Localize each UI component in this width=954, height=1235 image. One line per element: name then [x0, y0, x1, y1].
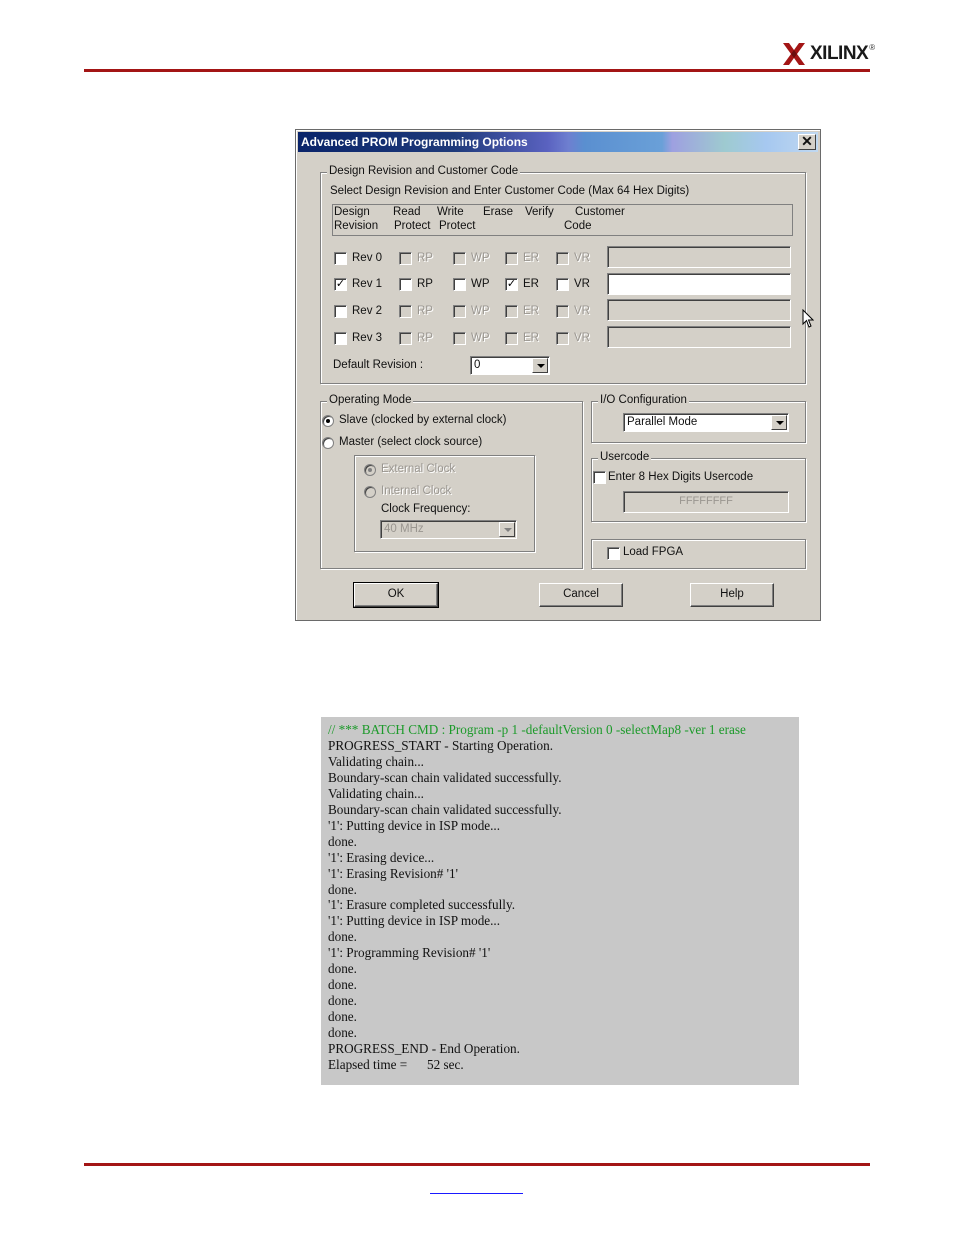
log-line: '1': Erasing Revision# '1' — [328, 865, 459, 881]
chevron-down-icon[interactable] — [499, 522, 515, 537]
rev3-customer-code[interactable] — [607, 326, 791, 348]
rev3-er-checkbox[interactable] — [505, 332, 518, 345]
rev2-checkbox[interactable] — [334, 305, 347, 318]
default-revision-label: Default Revision : — [333, 359, 424, 371]
default-revision-select[interactable] — [470, 356, 550, 375]
rev3-er-label: ER — [523, 332, 539, 344]
log-line: Elapsed time = 52 sec. — [328, 1057, 464, 1073]
rev2-wp-label: WP — [471, 305, 490, 317]
log-line: '1': Putting device in ISP mode... — [328, 913, 501, 929]
log-line: '1': Erasure completed successfully. — [328, 897, 515, 913]
design-revision-group-title: Design Revision and Customer Code — [329, 165, 519, 177]
close-icon: ✕ — [801, 133, 813, 149]
rev2-er-label: ER — [523, 305, 539, 317]
log-line: // *** BATCH CMD : Program -p 1 -defaultVersion 0 -selectMap8 -ver 1 erase — [328, 722, 746, 737]
io-configuration-title: I/O Configuration — [600, 394, 687, 406]
rev0-rp-checkbox[interactable] — [399, 252, 412, 265]
rev0-checkbox[interactable] — [334, 252, 347, 265]
io-configuration-value: Parallel Mode — [627, 416, 698, 428]
rev2-rp-label: RP — [417, 305, 433, 317]
rev2-vr-checkbox[interactable] — [556, 305, 569, 318]
rev1-wp-label: WP — [471, 278, 490, 290]
log-line: Boundary-scan chain validated successfully. — [328, 769, 562, 785]
header-write-protect: Protect — [439, 220, 476, 232]
master-radio[interactable] — [322, 437, 334, 449]
slave-label: Slave (clocked by external clock) — [339, 414, 507, 426]
log-line: done. — [328, 929, 357, 945]
slave-radio[interactable] — [322, 415, 334, 427]
rev0-wp-label: WP — [471, 252, 490, 264]
footer-rule — [84, 1163, 870, 1166]
log-line: done. — [328, 833, 357, 849]
header-verify: Verify — [525, 206, 554, 218]
rev3-wp-label: WP — [471, 332, 490, 344]
header-revision: Revision — [334, 220, 379, 232]
header-code: Code — [564, 220, 592, 232]
log-line: done. — [328, 961, 357, 977]
rev0-customer-code[interactable] — [607, 246, 791, 268]
advanced-prom-dialog — [295, 129, 821, 621]
internal-clock-label: Internal Clock — [381, 485, 452, 497]
chevron-down-icon[interactable] — [532, 358, 548, 373]
rev2-wp-checkbox[interactable] — [453, 305, 466, 318]
rev1-er-label: ER — [523, 278, 539, 290]
header-erase: Erase — [483, 206, 514, 218]
rev1-vr-label: VR — [574, 278, 590, 290]
design-revision-instruction: Select Design Revision and Enter Customer Code (Max 64 Hex Digits) — [330, 185, 690, 197]
dialog-titlebar[interactable] — [298, 132, 818, 152]
rev3-label: Rev 3 — [352, 332, 383, 344]
log-line: '1': Programming Revision# '1' — [328, 945, 491, 961]
mouse-cursor-icon — [802, 309, 814, 334]
rev1-label: Rev 1 — [352, 278, 383, 290]
rev0-vr-checkbox[interactable] — [556, 252, 569, 265]
operating-mode-title: Operating Mode — [329, 394, 412, 406]
header-write: Write — [437, 206, 464, 218]
log-line: Validating chain... — [328, 753, 424, 769]
usercode-checkbox-label: Enter 8 Hex Digits Usercode — [608, 471, 754, 483]
rev2-customer-code[interactable] — [607, 299, 791, 321]
header-read: Read — [393, 206, 421, 218]
log-line: '1': Putting device in ISP mode... — [328, 817, 501, 833]
log-line: done. — [328, 977, 357, 993]
close-button[interactable] — [798, 134, 816, 150]
rev0-er-checkbox[interactable] — [505, 252, 518, 265]
chevron-down-icon[interactable] — [771, 415, 787, 430]
rev2-er-checkbox[interactable] — [505, 305, 518, 318]
clock-frequency-label: Clock Frequency: — [381, 503, 471, 515]
usercode-value: FFFFFFFF — [679, 495, 733, 507]
log-line: '1': Erasing device... — [328, 849, 435, 865]
cancel-button[interactable]: Cancel — [539, 583, 623, 607]
footer-link[interactable] — [430, 1180, 523, 1194]
header-read-protect: Protect — [394, 220, 431, 232]
logo-text: XILINX — [810, 43, 869, 64]
rev1-rp-label: RP — [417, 278, 433, 290]
clock-frequency-value: 40 MHz — [384, 523, 424, 535]
io-configuration-select[interactable] — [623, 413, 789, 432]
rev1-rp-checkbox[interactable] — [399, 278, 412, 291]
rev0-vr-label: VR — [574, 252, 590, 264]
header-rule — [84, 69, 870, 72]
external-clock-label: External Clock — [381, 463, 456, 475]
log-line: PROGRESS_START - Starting Operation. — [328, 737, 554, 753]
load-fpga-label: Load FPGA — [623, 546, 684, 558]
rev0-rp-label: RP — [417, 252, 433, 264]
rev2-label: Rev 2 — [352, 305, 383, 317]
rev3-vr-checkbox[interactable] — [556, 332, 569, 345]
default-revision-value: 0 — [474, 359, 481, 371]
dialog-title: Advanced PROM Programming Options — [301, 135, 528, 149]
rev2-vr-label: VR — [574, 305, 590, 317]
xilinx-logo-icon — [781, 41, 807, 67]
log-line: Boundary-scan chain validated successfully. — [328, 801, 562, 817]
xilinx-logo — [781, 40, 875, 68]
rev3-vr-label: VR — [574, 332, 590, 344]
rev3-wp-checkbox[interactable] — [453, 332, 466, 345]
rev1-checkbox[interactable]: ✓ — [335, 278, 346, 290]
log-line: done. — [328, 1009, 357, 1025]
log-line: PROGRESS_END - End Operation. — [328, 1041, 520, 1057]
usercode-title: Usercode — [600, 451, 650, 463]
rev2-rp-checkbox[interactable] — [399, 305, 412, 318]
log-line: done. — [328, 881, 357, 897]
external-clock-radio[interactable] — [364, 464, 376, 476]
rev1-customer-code[interactable] — [607, 273, 791, 295]
internal-clock-radio[interactable] — [364, 486, 376, 498]
usercode-input[interactable] — [623, 491, 789, 513]
log-line: Validating chain... — [328, 785, 424, 801]
batch-log-panel — [321, 717, 799, 1085]
rev3-rp-checkbox[interactable] — [399, 332, 412, 345]
rev1-wp-checkbox[interactable] — [453, 278, 466, 291]
header-customer: Customer — [575, 206, 625, 218]
log-line: done. — [328, 1025, 357, 1041]
load-fpga-checkbox[interactable] — [607, 547, 620, 560]
log-line: done. — [328, 993, 357, 1009]
help-button[interactable]: Help — [690, 583, 774, 607]
clock-frequency-select[interactable] — [380, 520, 517, 539]
header-design: Design — [334, 206, 370, 218]
rev3-rp-label: RP — [417, 332, 433, 344]
rev0-label: Rev 0 — [352, 252, 383, 264]
rev0-wp-checkbox[interactable] — [453, 252, 466, 265]
rev3-checkbox[interactable] — [334, 332, 347, 345]
rev1-er-checkbox[interactable]: ✓ — [506, 278, 517, 290]
registered-mark: ® — [869, 42, 876, 52]
rev1-vr-checkbox[interactable] — [556, 278, 569, 291]
master-label: Master (select clock source) — [339, 436, 483, 448]
rev0-er-label: ER — [523, 252, 539, 264]
usercode-checkbox[interactable] — [593, 471, 606, 484]
ok-button[interactable]: OK — [354, 583, 438, 607]
